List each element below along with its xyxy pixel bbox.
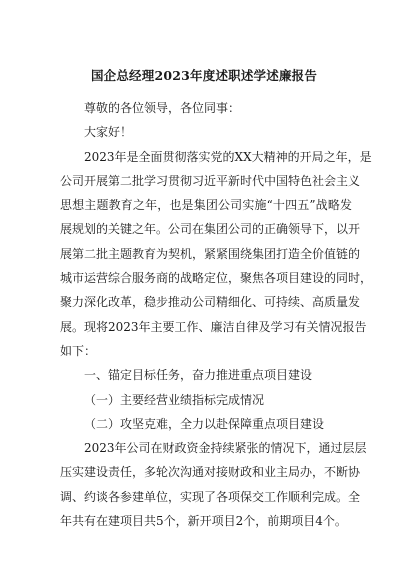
section-heading: 一、锚定目标任务，奋力推进重点项目建设 [84, 368, 313, 383]
document-body [60, 96, 373, 533]
document-title: 国企总经理2023年度述职述学述廉报告 [90, 68, 318, 83]
paragraph-line: 2023年公司在财政资金持续紧张的情况下，通过层层 [84, 441, 367, 456]
paragraph-line: 聚力深化改革，稳步推动公司精细化、可持续、高质量发 [60, 295, 361, 310]
greeting: 大家好！ [84, 125, 133, 140]
paragraph-line: 城市运营综合服务商的战略定位，聚焦各项目建设的同时， [60, 271, 373, 286]
paragraph-line: 公司开展第二批学习贯彻习近平新时代中国特色社会主义 [60, 173, 361, 188]
paragraph-line: 调、约谈各参建单位，实现了各项保交工作顺利完成。全 [60, 489, 361, 504]
paragraph-line: 如下： [60, 343, 97, 358]
paragraph-line: 2023年是全面贯彻落实党的XX大精神的开局之年，是 [84, 149, 372, 164]
salutation: 尊敬的各位领导，各位同事： [84, 101, 241, 115]
subsection-heading: （二）攻坚克难，全力以赴保障重点项目建设 [84, 416, 325, 431]
paragraph-line: 思想主题教育之年，也是集团公司实施“十四五”战略发 [60, 198, 352, 213]
paragraph-line: 压实建设责任，多轮次沟通对接财政和业主局办，不断协 [60, 465, 361, 480]
paragraph-line: 展第二批主题教育为契机，紧紧围绕集团打造全价值链的 [60, 246, 361, 261]
paragraph-line: 展。现将2023年主要工作、廉洁自律及学习有关情况报告 [60, 319, 367, 334]
paragraph-line: 展规划的关键之年。公司在集团公司的正确领导下，以开 [60, 222, 361, 237]
subsection-heading: （一）主要经营业绩指标完成情况 [84, 392, 265, 407]
paragraph-line: 年共有在建项目共5个，新开项目2个，前期项目4个。 [60, 514, 347, 529]
